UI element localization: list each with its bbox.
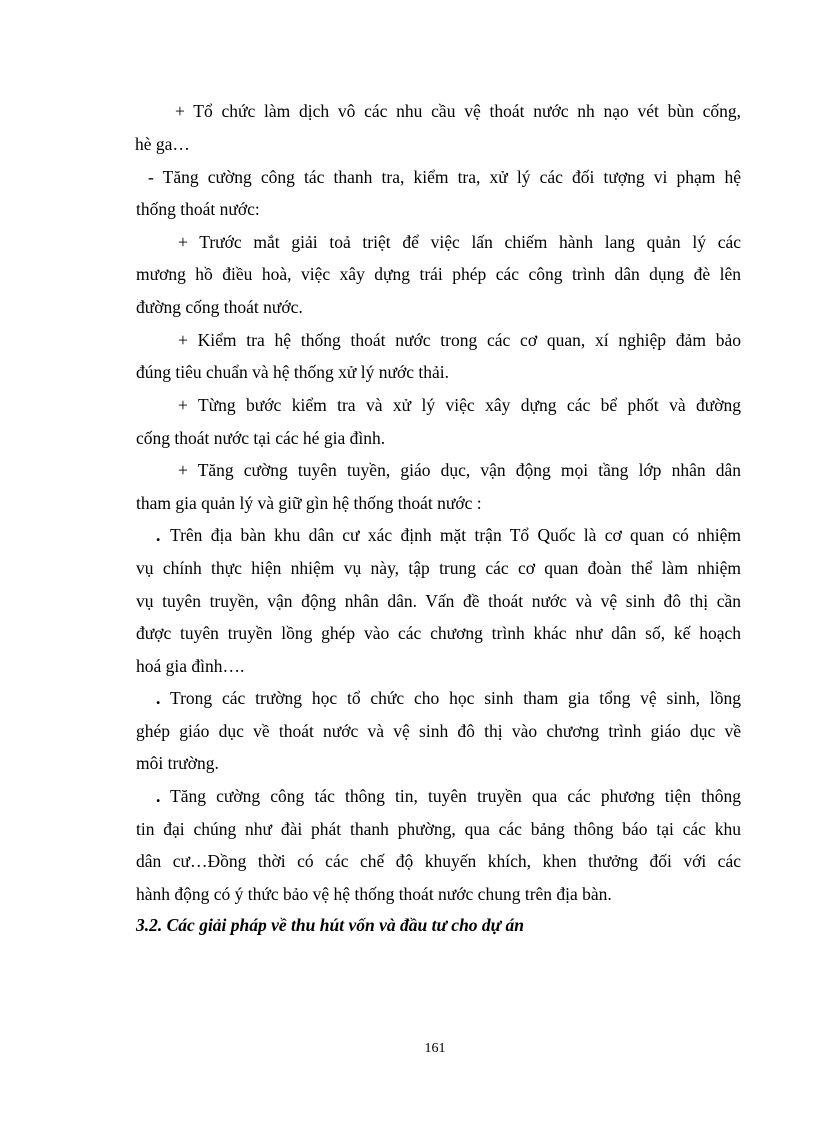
body-line: + Trước mắt giải toả triệt để việc lấn chiếm hành lang quản lý các — [178, 232, 741, 252]
body-line: + Tăng cường tuyên tuyền, giáo dục, vận động mọi tầng lớp nhân dân — [178, 460, 741, 480]
body-line: đúng tiêu chuẩn và hệ thống xử lý nước thải. — [136, 362, 450, 382]
body-line: được tuyên truyền lồng ghép vào các chương trình khác như dân số, kế hoạch — [136, 623, 741, 643]
body-line: Tăng cường công tác thông tin, tuyên truyền qua các phương tiện thông — [170, 786, 741, 806]
body-line: cống thoát nước tại các hé gia đình. — [136, 428, 386, 448]
body-line: hè ga… — [135, 134, 190, 154]
bullet-dot: . — [156, 525, 161, 545]
bullet-dot: . — [156, 786, 161, 806]
body-line: hành động có ý thức bảo vệ hệ thống thoát nước chung trên địa bàn. — [136, 884, 612, 904]
page-number: 161 — [424, 1041, 446, 1056]
body-line: tham gia quản lý và giữ gìn hệ thống thoát nước : — [136, 493, 482, 513]
body-line: ghép giáo dục về thoát nước và vệ sinh đô thị vào chương trình giáo dục về — [136, 721, 741, 741]
body-line: - Tăng cường công tác thanh tra, kiểm tra, xử lý các đối tượng vi phạm hệ — [148, 167, 741, 187]
body-line: đường cống thoát nước. — [136, 297, 303, 317]
body-line: tin đại chúng như đài phát thanh phường, qua các bảng thông báo tại các khu — [136, 819, 741, 839]
body-line: + Từng bước kiểm tra và xử lý việc xây dựng các bể phốt và đường — [178, 395, 741, 415]
body-line: dân cư…Đồng thời có các chế độ khuyến khích, khen thưởng đối với các — [136, 851, 741, 871]
body-line: môi trường. — [136, 753, 219, 773]
section-heading: 3.2. Các giải pháp về thu hút vốn và đầu tư cho dự án — [136, 915, 525, 935]
bullet-dot: . — [156, 688, 161, 708]
body-line: hoá gia đình…. — [136, 656, 245, 676]
body-line: vụ chính thực hiện nhiệm vụ này, tập trung các cơ quan đoàn thể làm nhiệm — [136, 558, 741, 578]
body-line: vụ tuyên truyền, vận động nhân dân. Vấn đề thoát nước và vệ sinh đô thị cần — [136, 591, 741, 611]
body-line: mương hồ điều hoà, việc xây dựng trái phép các công trình dân dụng đè lên — [136, 264, 741, 284]
body-line: Trong các trường học tổ chức cho học sinh tham gia tổng vệ sinh, lồng — [170, 688, 741, 708]
body-line: + Kiểm tra hệ thống thoát nước trong các cơ quan, xí nghiệp đảm bảo — [178, 330, 741, 350]
body-line: thống thoát nước: — [136, 199, 260, 219]
body-line: + Tổ chức làm dịch vô các nhu cầu vệ thoát nước nh nạo vét bùn cống, — [175, 101, 741, 121]
body-line: Trên địa bàn khu dân cư xác định mặt trận Tổ Quốc là cơ quan có nhiệm — [170, 525, 741, 545]
